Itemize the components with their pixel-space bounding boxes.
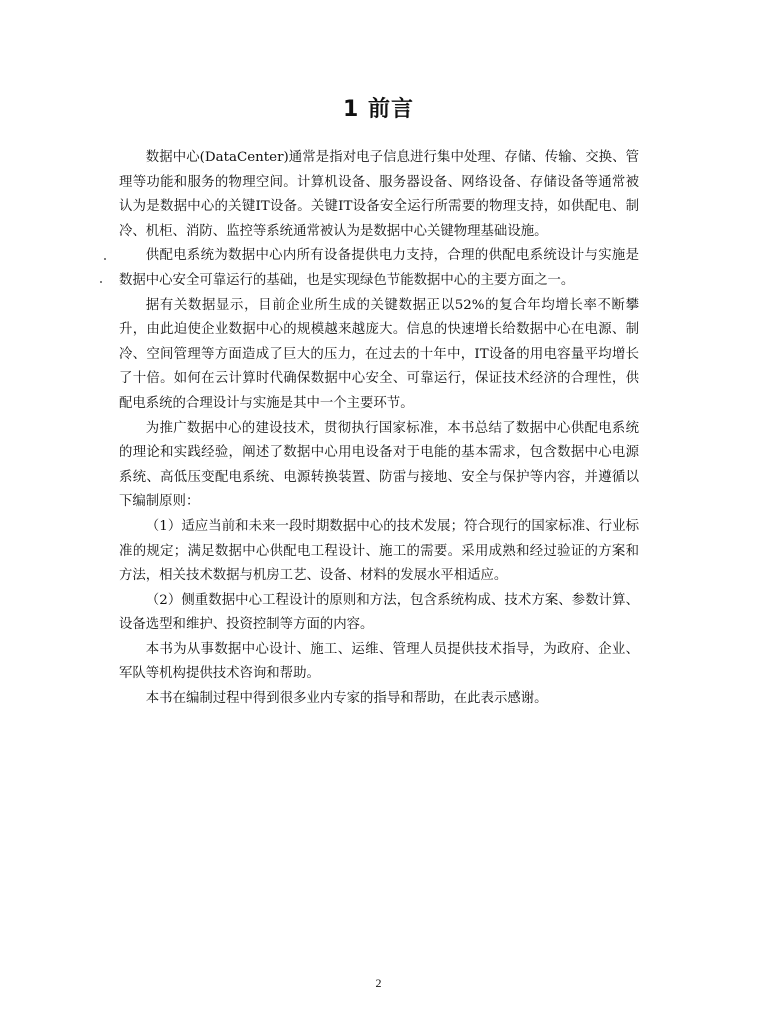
paragraph-intro: 数据中心(DataCenter)通常是指对电子信息进行集中处理、存储、传输、交换、管理等功能和服务的物理空间。计算机设备、服务器设备、网络设备、存储设备等通常被认为是数据中心的关键IT设备。关键IT设备安全运行所需要的物理支持，如供配电、制冷、机柜、消防、监控等系统通常被认为是数据中心关键物理基础设施。 bbox=[119, 150, 639, 239]
body-text bbox=[119, 146, 639, 712]
paragraph-acknowledgement: 本书在编制过程中得到很多业内专家的指导和帮助，在此表示感谢。 bbox=[145, 691, 548, 707]
paragraph-principle-2: （2）侧重数据中心工程设计的原则和方法，包含系统构成、技术方案、参数计算、设备选型和维护、投资控制等方面的内容。 bbox=[119, 592, 639, 633]
scan-speck bbox=[100, 281, 102, 283]
chapter-title: 1 前言 bbox=[343, 97, 414, 122]
paragraph-book-summary: 为推广数据中心的建设技术，贯彻执行国家标准，本书总结了数据中心供配电系统的理论和实践经验，阐述了数据中心用电设备对于电能的基本需求，包含数据中心电源系统、高低压变配电系统、电源转换装置、防雷与接地、安全与保护等内容，并遵循以下编制原则： bbox=[119, 420, 639, 510]
paragraph-power-supply: 供配电系统为数据中心内所有设备提供电力支持，合理的供配电系统设计与实施是数据中心安全可靠运行的基础，也是实现绿色节能数据中心的主要方面之一。 bbox=[119, 248, 639, 288]
scan-speck bbox=[104, 258, 106, 260]
paragraph-data-growth: 据有关数据显示，目前企业所生成的关键数据正以52%的复合年均增长率不断攀升，由此迫使企业数据中心的规模越来越庞大。信息的快速增长给数据中心在电源、制冷、空间管理等方面造成了巨大的压力，在过去的十年中，IT设备的用电容量平均增长了十倍。如何在云计算时代确保数据中心安全、可靠运行，保证技术经济的合理性，供配电系统的合理设计与实施是其中一个主要环节。 bbox=[119, 297, 639, 411]
paragraph-audience: 本书为从事数据中心设计、施工、运维、管理人员提供技术指导，为政府、企业、军队等机构提供技术咨询和帮助。 bbox=[119, 641, 639, 682]
page-number: 2 bbox=[375, 976, 382, 990]
paragraph-principle-1: （1）适应当前和未来一段时期数据中心的技术发展；符合现行的国家标准、行业标准的规定；满足数据中心供配电工程设计、施工的需要。采用成熟和经过验证的方案和方法，相关技术数据与机房工艺、设备、材料的发展水平相适应。 bbox=[119, 518, 639, 584]
